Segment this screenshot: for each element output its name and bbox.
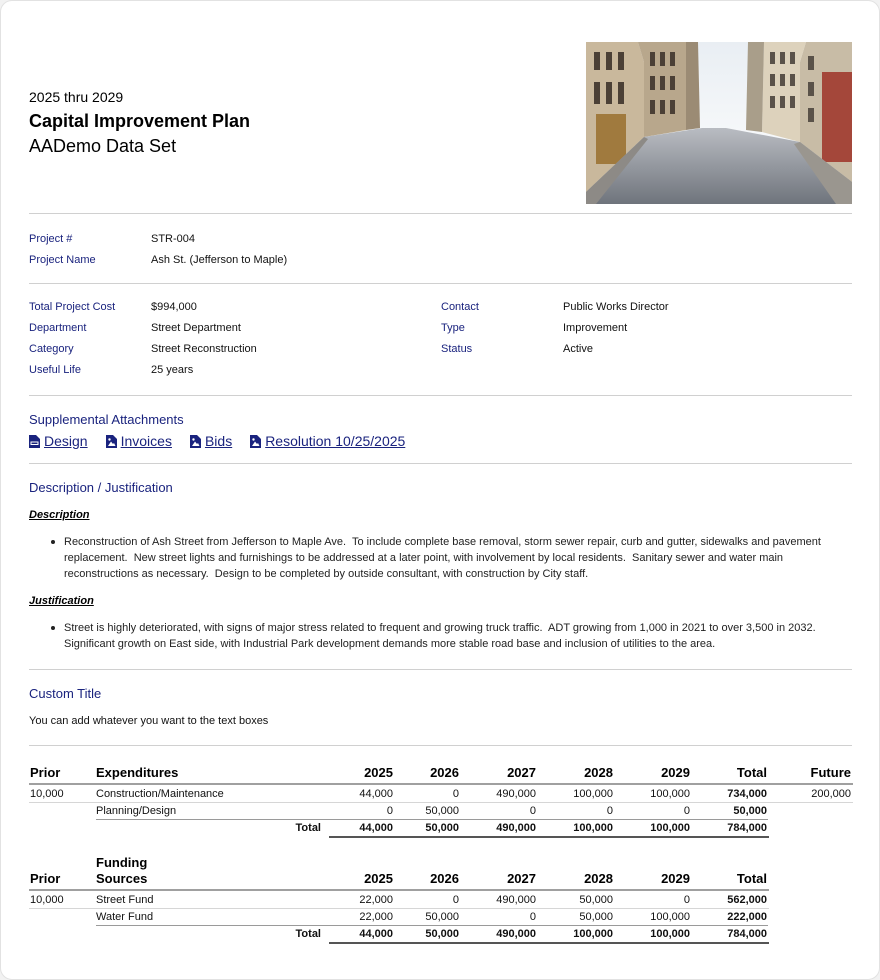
- cell-2026: 0: [452, 788, 459, 800]
- col-2027: 2027: [507, 765, 536, 780]
- cell-total: 562,000: [727, 894, 767, 906]
- department: Street Department: [151, 322, 241, 334]
- col-funding-line2: Sources: [96, 871, 148, 886]
- bullet-dot: [51, 626, 55, 630]
- row-rule: [96, 925, 768, 926]
- category-label: Category: [29, 343, 74, 355]
- cell-2028: 100,000: [573, 788, 613, 800]
- total-2027: 490,000: [496, 928, 536, 940]
- total-2026: 50,000: [425, 822, 459, 834]
- total-total: 784,000: [727, 822, 767, 834]
- dataset-name: AADemo Data Set: [29, 136, 177, 156]
- justification-text: Street is highly deteriorated, with signs of major stress related to frequent and growing truck traffic. ADT growing from 1,000 in 2021 to over 3,500 in 2032. Significant growth on East side, with Industrial Park development demands more stable road base and inclusion of utilities to the area.: [64, 622, 822, 650]
- contact-label: Contact: [441, 301, 479, 313]
- divider: [29, 395, 852, 396]
- total-2028: 100,000: [573, 822, 613, 834]
- type-label: Type: [441, 322, 465, 334]
- plan-years: 2025 thru 2029: [29, 89, 124, 105]
- total-2025: 44,000: [359, 822, 393, 834]
- cell-name: Planning/Design: [96, 805, 177, 817]
- status: Active: [563, 343, 593, 355]
- cell-2026: 0: [452, 894, 459, 906]
- project-name: Ash St. (Jefferson to Maple): [151, 254, 288, 266]
- cell-name: Construction/Maintenance: [96, 788, 224, 800]
- col-2025: 2025: [364, 765, 393, 780]
- row-rule: [29, 908, 769, 909]
- col-2026: 2026: [430, 765, 459, 780]
- useful-life: 25 years: [151, 364, 194, 376]
- description-section-heading: Description / Justification: [29, 480, 173, 495]
- totals-rule: [329, 942, 769, 944]
- total-2028: 100,000: [573, 928, 613, 940]
- cell-2025: 0: [386, 805, 393, 817]
- totals-rule: [329, 836, 769, 838]
- page-title: Capital Improvement Plan: [29, 111, 251, 131]
- col-total: Total: [736, 765, 767, 780]
- cell-total: 222,000: [727, 911, 767, 923]
- cell-2029: 100,000: [650, 911, 690, 923]
- col-prior: Prior: [30, 871, 61, 886]
- status-label: Status: [441, 343, 473, 355]
- cell-name: Street Fund: [96, 894, 154, 906]
- col-total: Total: [736, 871, 767, 886]
- project-number: STR-004: [151, 233, 196, 245]
- image-file-icon: [250, 435, 261, 448]
- attachments-heading: Supplemental Attachments: [29, 412, 184, 427]
- attachment-resolution-link[interactable]: [250, 433, 405, 449]
- custom-title: Custom Title: [29, 686, 102, 701]
- description-text: Reconstruction of Ash Street from Jefferson to Maple Ave. To include complete base removal, storm sewer repair, curb and gutter, sidewalks and pavement replacement. New street lights and furnishings to be addressed at a later point, with involvement by local residents. Sanitary sewer and water main reconstructions as necessary. Design to be completed by outside consultant, with construction by City staff.: [64, 536, 825, 580]
- cell-2025: 44,000: [359, 788, 393, 800]
- totals-label: Total: [295, 822, 321, 834]
- attachment-invoices-link[interactable]: [106, 433, 172, 449]
- attachment-bids-link[interactable]: [190, 433, 232, 449]
- header-rule: [29, 889, 769, 891]
- col-future: Future: [810, 765, 851, 780]
- cell-total: 50,000: [733, 805, 767, 817]
- col-2025: 2025: [364, 871, 393, 886]
- useful-life-label: Useful Life: [29, 364, 81, 376]
- cell-2025: 22,000: [359, 911, 393, 923]
- cell-2026: 50,000: [425, 911, 459, 923]
- header-rule: [29, 783, 853, 785]
- cell-2027: 490,000: [496, 788, 536, 800]
- col-funding-line1: Funding: [96, 855, 148, 870]
- divider: [29, 213, 852, 214]
- col-2029: 2029: [661, 765, 690, 780]
- cell-2028: 50,000: [579, 894, 613, 906]
- col-2026: 2026: [430, 871, 459, 886]
- department-label: Department: [29, 322, 87, 334]
- cell-2028: 0: [606, 805, 613, 817]
- street-photo: [586, 42, 852, 204]
- attachments-list: [29, 431, 405, 451]
- project-number-label: Project #: [29, 233, 73, 245]
- cell-future: 200,000: [811, 788, 851, 800]
- cell-2029: 0: [683, 805, 690, 817]
- description-item: [51, 534, 851, 582]
- totals-label: Total: [295, 928, 321, 940]
- total-total: 784,000: [727, 928, 767, 940]
- contact: Public Works Director: [563, 301, 669, 313]
- total-2025: 44,000: [359, 928, 393, 940]
- col-prior: Prior: [30, 765, 61, 780]
- row-rule: [96, 819, 768, 820]
- image-file-icon: [190, 435, 201, 448]
- attachment-label: Bids: [204, 433, 233, 449]
- row-rule: [29, 802, 853, 803]
- attachment-label: Resolution 10/25/2025: [265, 433, 406, 449]
- divider: [29, 463, 852, 464]
- description-heading: Description: [29, 509, 90, 521]
- attachment-label: Invoices: [120, 433, 172, 449]
- cell-prior: 10,000: [30, 788, 64, 800]
- divider: [29, 283, 852, 284]
- col-2029: 2029: [661, 871, 690, 886]
- cell-2027: 0: [529, 805, 536, 817]
- cell-2028: 50,000: [579, 911, 613, 923]
- attachment-label: Design: [44, 433, 88, 449]
- category: Street Reconstruction: [151, 343, 257, 355]
- total-2026: 50,000: [425, 928, 459, 940]
- total-2029: 100,000: [650, 928, 690, 940]
- col-expenditures: Expenditures: [96, 765, 179, 780]
- col-2028: 2028: [584, 765, 613, 780]
- justification-heading: Justification: [29, 595, 94, 607]
- image-file-icon: [106, 435, 117, 448]
- total-2029: 100,000: [650, 822, 690, 834]
- cell-2029: 0: [683, 894, 690, 906]
- cell-2025: 22,000: [359, 894, 393, 906]
- cell-prior: 10,000: [30, 894, 64, 906]
- type: Improvement: [563, 322, 628, 334]
- pdf-file-icon: [29, 435, 40, 448]
- cell-2027: 490,000: [496, 894, 536, 906]
- cell-total: 734,000: [727, 788, 767, 800]
- cell-2029: 100,000: [650, 788, 690, 800]
- project-name-label: Project Name: [29, 254, 96, 266]
- attachment-design-link[interactable]: [29, 433, 88, 449]
- bullet-dot: [51, 540, 55, 544]
- justification-item: [51, 620, 851, 652]
- divider: [29, 745, 852, 746]
- col-2028: 2028: [584, 871, 613, 886]
- total-cost-label: Total Project Cost: [29, 301, 116, 313]
- divider: [29, 669, 852, 670]
- cell-2026: 50,000: [425, 805, 459, 817]
- cell-2027: 0: [529, 911, 536, 923]
- total-2027: 490,000: [496, 822, 536, 834]
- total-cost: $994,000: [151, 301, 197, 313]
- custom-text: You can add whatever you want to the text boxes: [29, 715, 269, 727]
- col-2027: 2027: [507, 871, 536, 886]
- cell-name: Water Fund: [96, 911, 154, 923]
